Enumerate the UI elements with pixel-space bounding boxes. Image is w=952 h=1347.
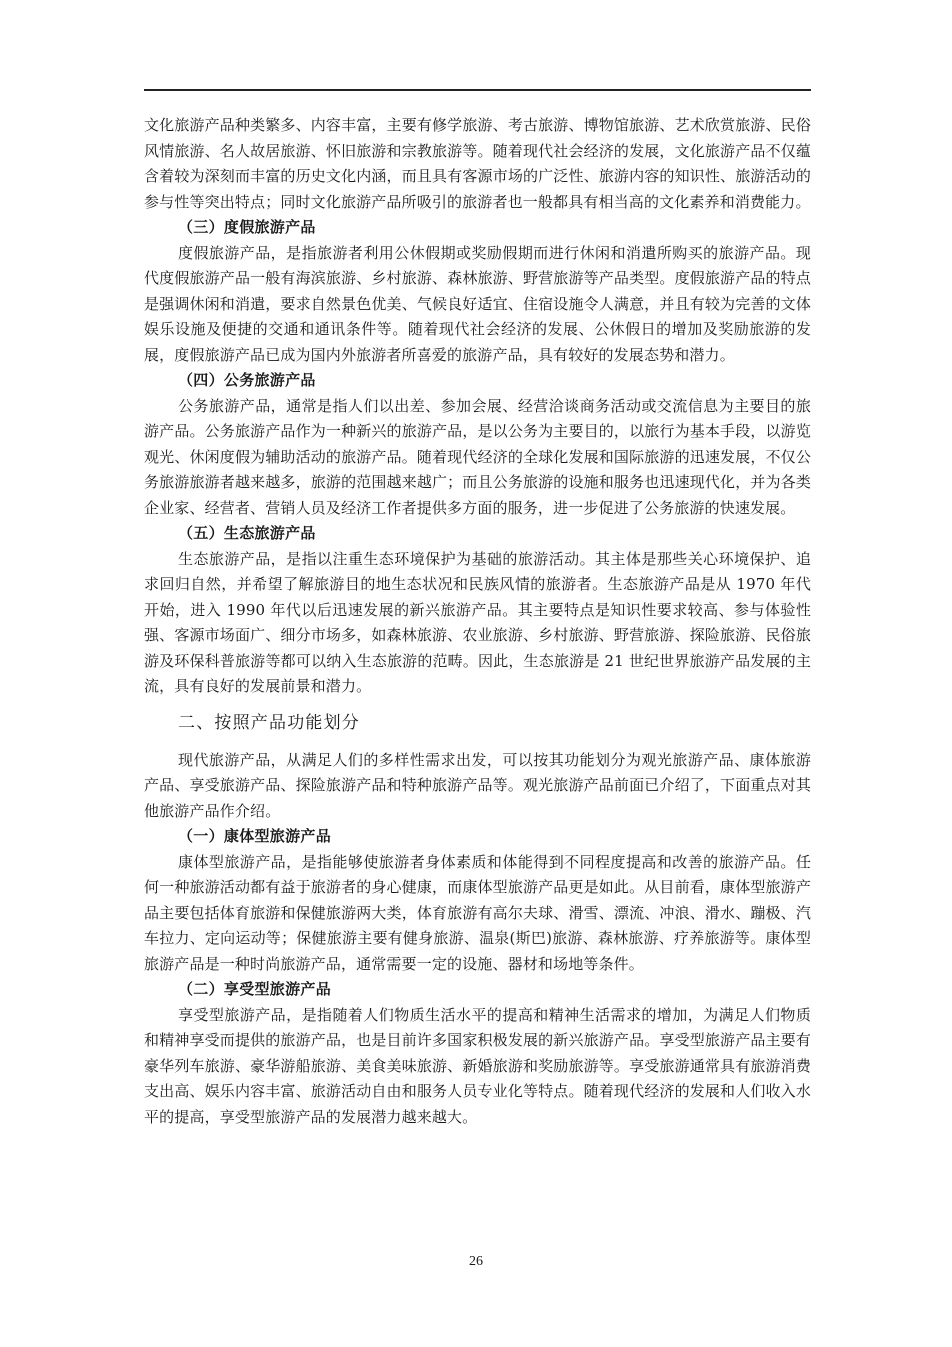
- paragraph-cultural-tourism-continued: 文化旅游产品种类繁多、内容丰富，主要有修学旅游、考古旅游、博物馆旅游、艺术欣赏旅游、民俗风情旅游、名人故居旅游、怀旧旅游和宗教旅游等。随着现代社会经济的发展，文化旅游产品不仅蕴含着较为深刻而丰富的历史文化内涵，而且具有客源市场的广泛性、旅游内容的知识性、旅游活动的参与性等突出特点；同时文化旅游产品所吸引的旅游者也一般都具有相当高的文化素养和消费能力。: [144, 116, 811, 211]
- subheading-health-tourism: （一）康体型旅游产品: [178, 827, 332, 845]
- page-number: 26: [469, 1254, 483, 1269]
- paragraph-luxury-tourism: 享受型旅游产品，是指随着人们物质生活水平的提高和精神生活需求的增加，为满足人们物质和精神享受而提供的旅游产品，也是目前许多国家积极发展的新兴旅游产品。享受型旅游产品主要有豪华列车旅游、豪华游船旅游、美食美味旅游、新婚旅游和奖励旅游等。享受旅游通常具有旅游消费支出高、娱乐内容丰富、旅游活动自由和服务人员专业化等特点。随着现代经济的发展和人们收入水平的提高，享受型旅游产品的发展潜力越来越大。: [144, 1005, 811, 1126]
- subheading-business-tourism: （四）公务旅游产品: [178, 371, 316, 389]
- paragraph-business-tourism: 公务旅游产品，通常是指人们以出差、参加会展、经营洽谈商务活动或交流信息为主要目的旅游产品。公务旅游产品作为一种新兴的旅游产品，是以公务为主要目的，以旅行为基本手段，以游览观光、休闲度假为辅助活动的旅游产品。随着现代经济的全球化发展和国际旅游的迅速发展，不仅公务旅游旅游者越来越多，旅游的范围越来越广；而且公务旅游的设施和服务也迅速现代化，并为各类企业家、经营者、营销人员及经济工作者提供多方面的服务，进一步促进了公务旅游的快速发展。: [144, 396, 811, 517]
- section-title-by-function: 二、按照产品功能划分: [178, 712, 360, 733]
- subheading-luxury-tourism: （二）享受型旅游产品: [178, 980, 332, 998]
- paragraph-resort-tourism: 度假旅游产品，是指旅游者利用公休假期或奖励假期而进行休闲和消遣所购买的旅游产品。现代度假旅游产品一般有海滨旅游、乡村旅游、森林旅游、野营旅游等产品类型。度假旅游产品的特点是强调休闲和消遣，要求自然景色优美、气候良好适宜、住宿设施令人满意，并且有较为完善的文体娱乐设施及便捷的交通和通讯条件等。随着现代社会经济的发展、公休假日的增加及奖励旅游的发展，度假旅游产品已成为国内外旅游者所喜爱的旅游产品，具有较好的发展态势和潜力。: [144, 243, 811, 364]
- paragraph-function-intro: 现代旅游产品，从满足人们的多样性需求出发，可以按其功能划分为观光旅游产品、康体旅游产品、享受旅游产品、探险旅游产品和特种旅游产品等。观光旅游产品前面已介绍了，下面重点对其他旅游产品作介绍。: [144, 750, 811, 820]
- header-rule: [144, 89, 811, 91]
- subheading-eco-tourism: （五）生态旅游产品: [178, 524, 316, 542]
- subheading-resort-tourism: （三）度假旅游产品: [178, 218, 316, 236]
- paragraph-eco-tourism: 生态旅游产品，是指以注重生态环境保护为基础的旅游活动。其主体是那些关心环境保护、追求回归自然，并希望了解旅游目的地生态状况和民族风情的旅游者。生态旅游产品是从 1970 年代开始，进入 1990 年代以后迅速发展的新兴旅游产品。其主要特点是知识性要求较高、参与体验性强、客源市场面广、细分市场多，如森林旅游、农业旅游、乡村旅游、野营旅游、探险旅游、民俗旅游及环保科普旅游等都可以纳入生态旅游的范畴。因此，生态旅游是 21 世纪世界旅游产品发展的主流，具有良好的发展前景和潜力。: [144, 549, 811, 695]
- paragraph-health-tourism: 康体型旅游产品，是指能够使旅游者身体素质和体能得到不同程度提高和改善的旅游产品。任何一种旅游活动都有益于旅游者的身心健康，而康体型旅游产品更是如此。从目前看，康体型旅游产品主要包括体育旅游和保健旅游两大类，体育旅游有高尔夫球、滑雪、漂流、冲浪、滑水、蹦极、汽车拉力、定向运动等；保健旅游主要有健身旅游、温泉(斯巴)旅游、森林旅游、疗养旅游等。康体型旅游产品是一种时尚旅游产品，通常需要一定的设施、器材和场地等条件。: [144, 852, 811, 973]
- page-body: [144, 113, 811, 1130]
